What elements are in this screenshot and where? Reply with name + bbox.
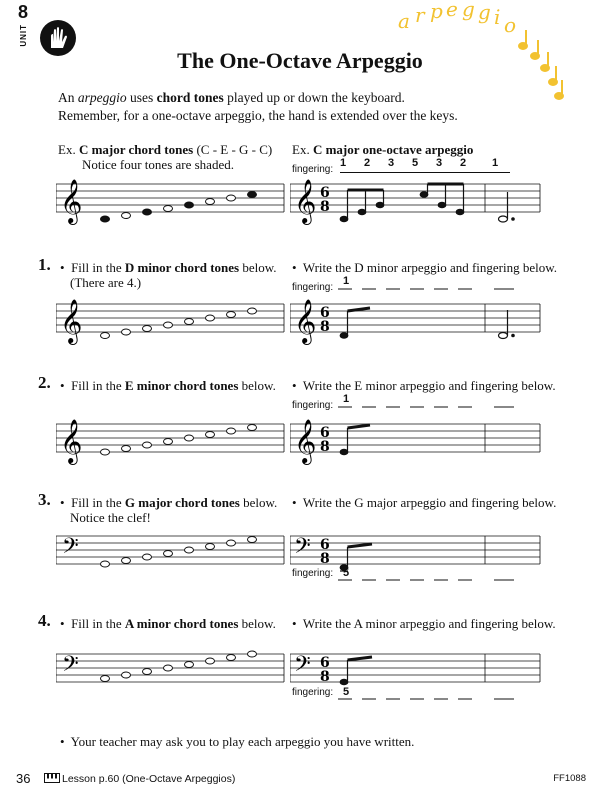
svg-text:6: 6 xyxy=(320,305,330,321)
exercise-left-instruction: • Fill in the E minor chord tones below. xyxy=(60,378,276,393)
svg-text:8: 8 xyxy=(320,669,330,685)
treble-clef-icon: 𝄞 xyxy=(60,419,83,463)
exercise-number: 2. xyxy=(38,373,51,392)
exercise-number: 3. xyxy=(38,490,51,509)
closing-note: • Your teacher may ask you to play each arpeggio you have written. xyxy=(60,734,415,749)
exercise-right-instruction: • Write the D minor arpeggio and fingering below. xyxy=(292,260,558,275)
product-code: FF1088 xyxy=(553,773,586,784)
fingering-label: fingering: xyxy=(292,400,334,411)
svg-text:e: e xyxy=(446,2,458,21)
shaded-note xyxy=(248,192,257,198)
exercise-left-note: (There are 4.) xyxy=(70,275,142,290)
fingering-digit: 1 xyxy=(340,157,347,169)
fingering-digit: 1 xyxy=(343,275,350,287)
time-signature-bottom: 8 xyxy=(320,199,330,215)
fingering-digit: 1 xyxy=(492,157,499,169)
svg-text:8: 8 xyxy=(320,319,330,335)
exercise-left-note: Notice the clef! xyxy=(70,510,151,525)
svg-text:g: g xyxy=(462,2,475,21)
open-note xyxy=(164,206,173,212)
treble-clef-icon: 𝄞 xyxy=(294,299,317,343)
fingering-label: fingering: xyxy=(292,687,334,698)
exercise-left-instruction: • Fill in the A minor chord tones below. xyxy=(60,616,276,631)
lesson-reference: Lesson p.60 (One-Octave Arpeggios) xyxy=(62,773,236,785)
chord-tones-staff[interactable] xyxy=(56,298,286,348)
fingering-label: fingering: xyxy=(292,568,334,579)
treble-clef-icon: 𝄞 xyxy=(294,419,317,463)
exercise-right-instruction: • Write the G major arpeggio and fingering below. xyxy=(292,495,557,510)
svg-text:8: 8 xyxy=(320,551,330,567)
example-right-heading: Ex. C major one-octave arpeggio xyxy=(292,142,474,157)
arpeggio-staff[interactable] xyxy=(290,418,542,468)
open-note xyxy=(122,213,131,219)
fingering-digit: 1 xyxy=(343,393,350,405)
bass-clef-icon: 𝄢 xyxy=(62,652,79,682)
chord-tones-staff[interactable] xyxy=(56,648,286,698)
example-fingering-digits xyxy=(340,157,510,173)
shaded-note xyxy=(185,202,194,208)
fingering-blanks[interactable] xyxy=(338,405,538,409)
bass-clef-icon: 𝄢 xyxy=(62,534,79,564)
fingering-digit: 3 xyxy=(436,157,443,169)
fingering-digit: 5 xyxy=(343,567,350,579)
svg-text:o: o xyxy=(504,13,517,37)
exercise-number: 4. xyxy=(38,611,51,630)
intro-text xyxy=(58,89,458,125)
chord-tones-staff[interactable] xyxy=(56,530,286,580)
intro-line-2: Remember, for a one-octave arpeggio, the hand is extended over the keys. xyxy=(58,108,458,123)
exercise-right-instruction: • Write the A minor arpeggio and fingering below. xyxy=(292,616,556,631)
unit-label: UNIT xyxy=(18,24,28,47)
fingering-label: fingering: xyxy=(292,282,334,293)
chord-tones-staff[interactable] xyxy=(56,418,286,468)
example-chord-tones-staff xyxy=(56,178,286,228)
treble-clef-icon: 𝄞 xyxy=(60,179,83,223)
example-left-heading: Ex. C major chord tones (C - E - G - C) xyxy=(58,142,273,157)
bass-clef-icon: 𝄢 xyxy=(294,652,311,682)
example-fingering-label: fingering: xyxy=(292,164,334,175)
svg-text:g: g xyxy=(478,2,491,24)
fingering-underline xyxy=(340,172,510,173)
open-note xyxy=(206,199,215,205)
bass-clef-icon: 𝄢 xyxy=(294,534,311,564)
treble-clef-icon: 𝄞 xyxy=(294,179,317,223)
fingering-digit: 2 xyxy=(364,157,371,169)
svg-text:6: 6 xyxy=(320,537,330,553)
svg-text:a: a xyxy=(398,9,410,33)
svg-text:r: r xyxy=(415,3,425,27)
open-note xyxy=(227,195,236,201)
exercise-right-instruction: • Write the E minor arpeggio and fingering below. xyxy=(292,378,556,393)
fingering-blanks[interactable] xyxy=(338,287,538,291)
fingering-digit: 3 xyxy=(388,157,395,169)
example-left-note: Notice four tones are shaded. xyxy=(82,157,234,172)
svg-text:p: p xyxy=(430,2,443,23)
exercise-left-instruction: • Fill in the G major chord tones below. xyxy=(60,495,278,510)
arpeggio-staff[interactable] xyxy=(290,298,542,348)
svg-text:8: 8 xyxy=(320,439,330,455)
fingering-digit: 2 xyxy=(460,157,467,169)
page-number: 36 xyxy=(16,771,31,786)
page-title: The One-Octave Arpeggio xyxy=(177,48,423,73)
unit-number: 8 xyxy=(17,2,28,22)
piano-keys-icon xyxy=(44,773,60,783)
shaded-note xyxy=(143,209,152,215)
intro-line-1: An arpeggio uses chord tones played up or down the keyboard. xyxy=(58,90,405,105)
fingering-digit: 5 xyxy=(412,157,419,169)
exercise-number: 1. xyxy=(38,255,51,274)
fingering-blanks[interactable] xyxy=(338,578,538,582)
svg-text:i: i xyxy=(494,5,501,29)
example-arpeggio-staff xyxy=(290,178,542,228)
fingering-digit: 5 xyxy=(343,686,350,698)
time-signature-top: 6 xyxy=(320,185,330,201)
fingering-blanks[interactable] xyxy=(338,697,538,701)
svg-text:6: 6 xyxy=(320,425,330,441)
shaded-note xyxy=(101,216,110,222)
treble-clef-icon: 𝄞 xyxy=(60,299,83,343)
exercise-left-instruction: • Fill in the D minor chord tones below. xyxy=(60,260,277,275)
svg-text:6: 6 xyxy=(320,655,330,671)
